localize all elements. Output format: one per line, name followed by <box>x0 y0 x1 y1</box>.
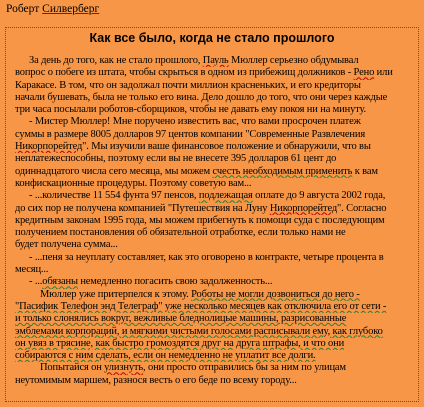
text-line: Каракасе. В том, что он задолжал почти миллион красненьких, и его кредиторы <box>15 79 361 91</box>
text-line: неутомимым маршем, разнося весть о его беде по всему городу... <box>15 374 297 386</box>
text-line: одиннадцатого числа сего месяца, мы можем счесть необходимым применить к вам <box>15 165 378 177</box>
text-line: получением постановления об обязательной отработке, если только нами не <box>15 227 346 239</box>
author-first-name: Роберт <box>6 3 40 15</box>
text-line: Мюллер уже притерпелся к этому. Роботы не могли дозвониться до него - <box>40 288 360 300</box>
text-line: За день до того, как не стало прошлого, Пауль Мюллер серьезно обдумывал <box>29 55 359 66</box>
text-line: - ...количестве 11 554 фунта 97 пенсов, подлежащая оплате до 9 августа 2002 года, <box>29 190 386 202</box>
text-line: кредитным законам 1995 года, мы можем прибегнуть к помощи суда с последующим <box>15 214 385 226</box>
text-line: неплатежеспособны, поэтому если вы не внесете 395 долларов 61 цент до <box>15 153 337 165</box>
text-line: - ...обязаны немедленно погасить свою задолженность... <box>29 276 273 288</box>
text-line: до сих пор не получена компанией "Путешествия на Луну Никорпорейтед". Согласно <box>15 202 387 214</box>
text-line: собираются с ним сделать, если он немедленно не уплатит все долги. <box>15 350 316 362</box>
text-line: и только слонялись вокруг, вежливые бледнолицые машины, разрисованные <box>15 313 347 325</box>
text-line: начали бушевать, была не только его вина. Дело дошло до того, что они через каждые <box>15 91 388 103</box>
text-line: Никорпорейтед". Мы изучили ваше финансовое положение и обнаружили, что вы <box>15 141 371 153</box>
document-title: Как все было, когда не стало прошлого <box>89 31 335 45</box>
text-line: он увяз в трясине, как быстро громоздятся друг на друга штрафы, и что они <box>15 337 345 349</box>
author-line <box>6 3 99 16</box>
text-line: три часа посылали роботов-сборщиков, чтобы не давать ему покоя ни на минуту. <box>15 104 367 116</box>
text-line: - Мистер Мюллер! Мне поручено известить вас, что вами просрочен платеж <box>29 116 361 128</box>
story-body <box>15 55 417 387</box>
author-last-name: Силверберг <box>42 3 100 15</box>
text-line: вопрос о побеге из штата, чтобы скрыться в одном из прибежищ должников - Рено или <box>15 67 393 79</box>
text-line: будет получена сумма... <box>15 239 118 251</box>
text-line: эмблемами корпораций, и мягкими чистыми голосами расписывали ему, как глубоко <box>15 325 383 337</box>
text-line: Попытайся он улизнуть, они просто отправились бы за ним по улицам <box>40 362 346 374</box>
text-line: месяц... <box>15 264 49 276</box>
text-line: "Пасифик Телефон энд Телеграф" уже несколько месяцев как отключила его от сети - <box>15 300 387 312</box>
text-line: суммы в размере 8005 долларов 97 центов компании "Современные Развлечения <box>15 128 366 140</box>
text-line: конфискационные процедуры. Поэтому советую вам... <box>15 177 252 189</box>
text-line: - ...пеня за неуплату составляет, как это оговорено в контракте, четыре процента в <box>29 251 384 263</box>
